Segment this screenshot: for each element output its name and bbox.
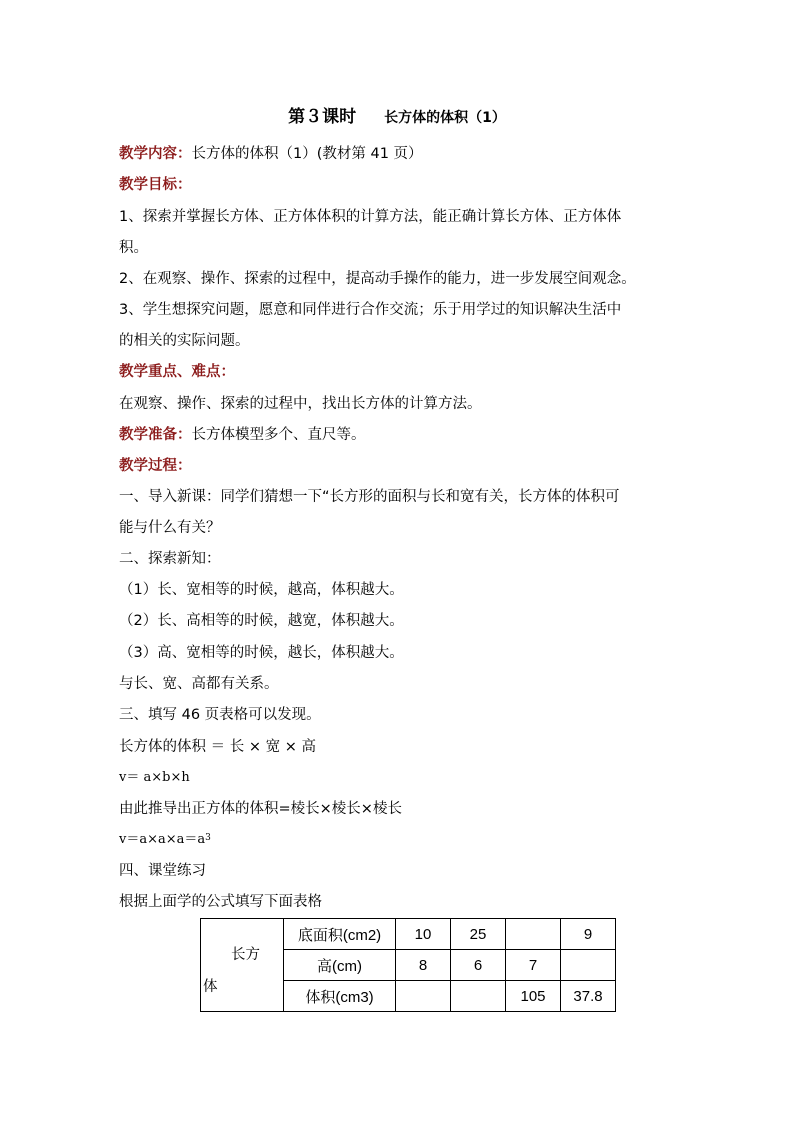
step-1-line-2: 能与什么有关？ [119,520,221,536]
table-cell [506,919,561,950]
goal-1-line-2: 积。 [119,240,148,256]
table-cell: 25 [451,919,506,950]
teaching-goals-label: 教学目标： [119,177,192,193]
table-row [201,919,616,950]
lesson-title [0,106,794,129]
cube-formula [119,830,679,850]
case-1: （1）长、宽相等的时候，越高，体积越大。 [119,582,404,598]
cube-formula-base: v＝a×a×a＝a [119,832,206,847]
preparation-text: 长方体模型多个、直尺等。 [191,427,366,443]
table-cell: 10 [396,919,451,950]
teaching-content [119,144,679,164]
case-3: （3）高、宽相等的时候，越长，体积越大。 [119,645,404,661]
table-cell [451,981,506,1012]
side-label-bottom: 体 [203,979,218,995]
teaching-content-text: 长方体的体积（1）(教材第 41 页） [191,146,423,162]
table-intro: 根据上面学的公式填写下面表格 [119,894,322,910]
side-label-top: 长方 [231,947,260,963]
table-cell: 105 [506,981,561,1012]
teaching-preparation [119,425,679,445]
volume-formula-words: 长方体的体积 ＝ 长 × 宽 × 高 [119,739,316,755]
table-side-label [201,919,284,1012]
conclusion: 与长、宽、高都有关系。 [119,676,279,692]
table-cell [561,950,616,981]
row-header-height: 高(cm) [284,950,396,981]
teaching-process-label: 教学过程： [119,458,192,474]
goal-3-line-1: 3、学生想探究问题，愿意和同伴进行合作交流；乐于用学过的知识解决生活中 [119,302,622,318]
table-cell: 8 [396,950,451,981]
table-cell: 37.8 [561,981,616,1012]
table-cell: 7 [506,950,561,981]
table-cell [396,981,451,1012]
step-2: 二、探索新知： [119,551,221,567]
cube-formula-exponent: 3 [205,833,211,843]
goal-3-line-2: 的相关的实际问题。 [119,333,250,349]
lesson-topic: 长方体的体积（1） [384,110,506,126]
goal-2: 2、在观察、操作、探索的过程中，提高动手操作的能力，进一步发展空间观念。 [119,271,636,287]
preparation-label: 教学准备： [119,427,192,443]
table-cell: 9 [561,919,616,950]
step-1-line-1: 一、导入新课：同学们猜想一下“长方形的面积与长和宽有关，长方体的体积可 [119,489,620,505]
key-points-label: 教学重点、难点： [119,364,235,380]
volume-table [200,918,616,1012]
step-3: 三、填写 46 页表格可以发现。 [119,707,321,723]
lesson-number: 第３课时 [288,107,357,127]
table-cell: 6 [451,950,506,981]
volume-formula-letters: v＝ a×b×h [119,770,190,785]
row-header-base-area: 底面积(cm2) [284,919,396,950]
cube-derivation: 由此推导出正方体的体积=棱长×棱长×棱长 [119,801,402,817]
goal-1-line-1: 1、探索并掌握长方体、正方体体积的计算方法，能正确计算长方体、正方体体 [119,209,622,225]
row-header-volume: 体积(cm3) [284,981,396,1012]
key-points-text: 在观察、操作、探索的过程中，找出长方体的计算方法。 [119,396,482,412]
teaching-content-label: 教学内容： [119,146,192,162]
case-2: （2）长、高相等的时候，越宽，体积越大。 [119,613,404,629]
step-4: 四、课堂练习 [119,863,206,879]
